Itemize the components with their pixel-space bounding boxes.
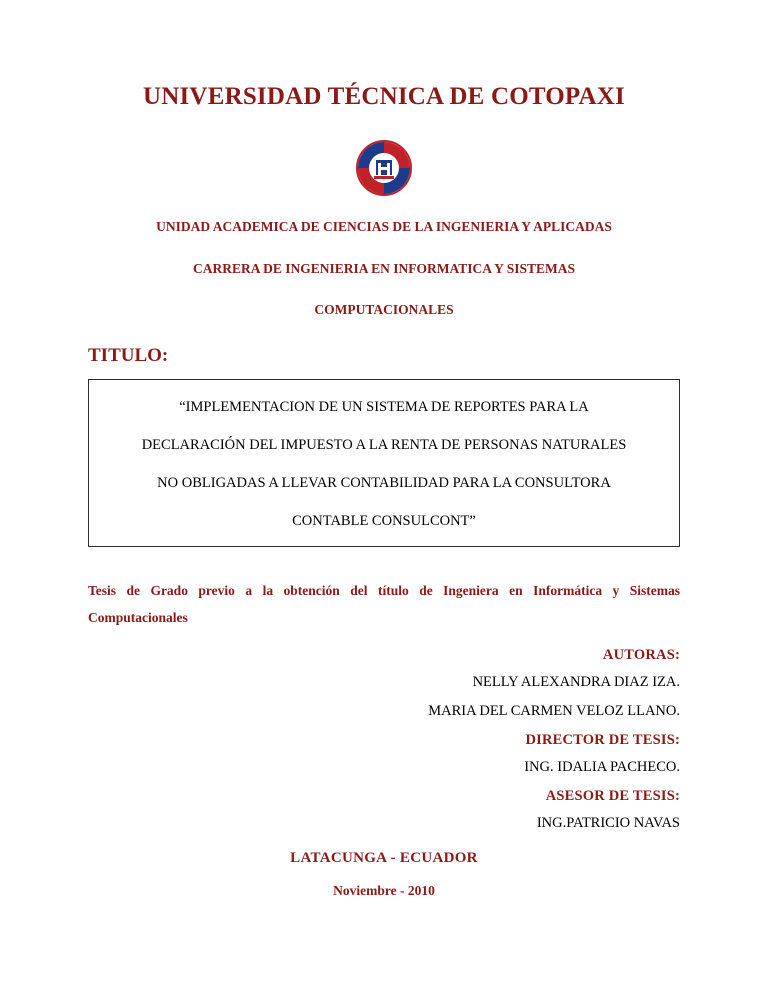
thesis-title-box	[88, 379, 680, 548]
faculty-line: UNIDAD ACADEMICA DE CIENCIAS DE LA INGENIERIA Y APLICADAS	[156, 219, 612, 234]
career-line-2: COMPUTACIONALES	[314, 302, 454, 318]
thesis-title-line-2: DECLARACIÓN DEL IMPUESTO A LA RENTA DE PERSONAS NATURALES	[141, 436, 627, 453]
authors-label: AUTORAS:	[602, 647, 680, 664]
author-name-1: NELLY ALEXANDRA DIAZ IZA.	[472, 674, 680, 691]
date-line: Noviembre - 2010	[333, 883, 435, 899]
advisor-label: ASESOR DE TESIS:	[545, 788, 680, 805]
logo-container	[88, 140, 680, 196]
career-line-1: CARRERA DE INGENIERIA EN INFORMATICA Y SISTEMAS	[192, 260, 576, 276]
author-name-2: MARIA DEL CARMEN VELOZ LLANO.	[428, 703, 680, 720]
director-label: DIRECTOR DE TESIS:	[525, 732, 680, 749]
thesis-title-line-1: “IMPLEMENTACION DE UN SISTEMA DE REPORTES PARA LA	[179, 398, 589, 415]
director-name: ING. IDALIA PACHECO.	[524, 759, 680, 776]
thesis-title-line-3: NO OBLIGADAS A LLEVAR CONTABILIDAD PARA LA CONSULTORA	[157, 474, 611, 491]
title-label: TITULO:	[88, 344, 169, 366]
university-shield-logo	[356, 140, 412, 196]
thesis-degree-note: Tesis de Grado previo a la obtención del título de Ingeniera en Informática y Sistemas Computacionales	[88, 583, 680, 626]
advisor-name: ING.PATRICIO NAVAS	[536, 815, 680, 832]
city-country-line: LATACUNGA - ECUADOR	[290, 850, 478, 867]
page-title: UNIVERSIDAD TÉCNICA DE COTOPAXI	[143, 83, 625, 110]
thesis-title-line-4: CONTABLE CONSULCONT”	[292, 513, 476, 530]
